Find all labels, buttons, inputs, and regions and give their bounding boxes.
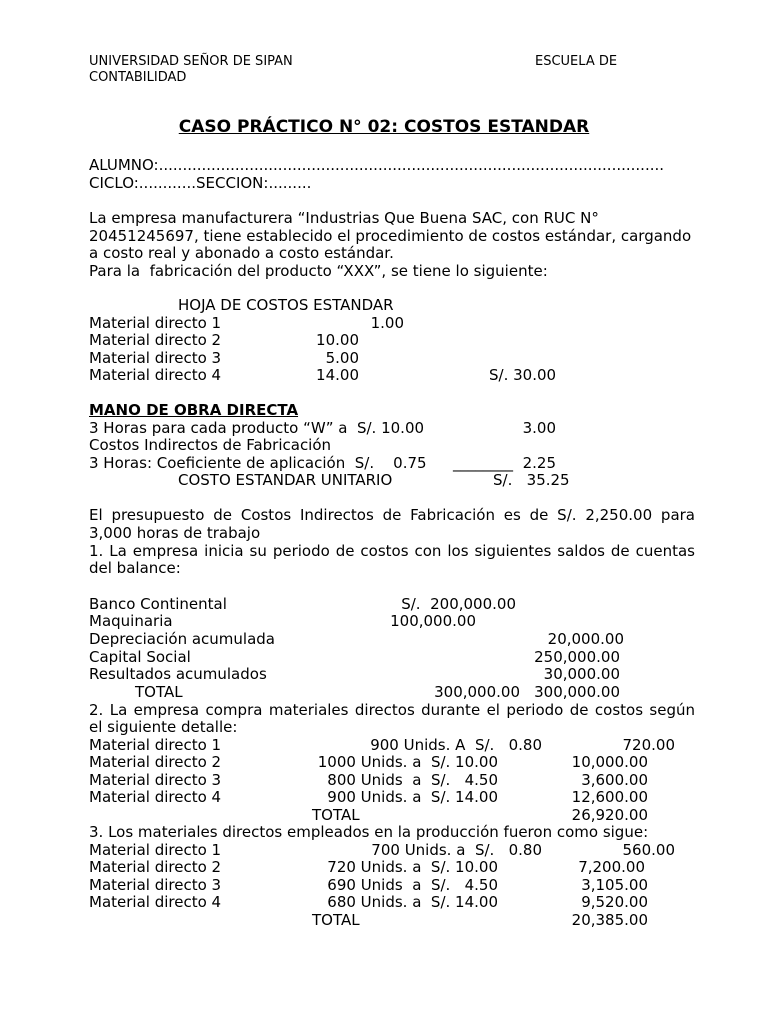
cif-rule: ________ (453, 454, 513, 472)
balance-row-credit: 30,000.00 (543, 665, 620, 683)
cif-line-value: 2.25 (522, 454, 556, 472)
university-name: UNIVERSIDAD SEÑOR DE SIPAN (89, 54, 293, 69)
section2-line-2: el siguiente detalle: (89, 718, 238, 736)
mod-line-value: 3.00 (522, 419, 556, 437)
material-row-label: Material directo 1 (89, 314, 222, 332)
purchase-row-amount: 720.00 (622, 736, 675, 754)
material-total: S/. 30.00 (489, 366, 557, 384)
unit-cost-value: S/. 35.25 (493, 471, 570, 489)
presupuesto-line-2: 3,000 horas de trabajo (89, 524, 261, 542)
purchase-row-amount: 10,000.00 (571, 753, 648, 771)
intro-line-4: Para la fabricación del producto “XXX”, se tiene lo siguiente: (89, 262, 548, 280)
balance-row-label: Capital Social (89, 648, 191, 666)
alumno-field: ALUMNO:.......................................................................................................... (89, 156, 665, 174)
purchase-row-qty: 800 Unids a S/. 4.50 (327, 771, 498, 789)
material-row-label: Material directo 3 (89, 349, 222, 367)
usage-row-amount: 9,520.00 (581, 893, 648, 911)
usage-row-qty: 690 Unids a S/. 4.50 (327, 876, 498, 894)
material-row-label: Material directo 2 (89, 331, 222, 349)
purchase-row-label: Material directo 4 (89, 788, 222, 806)
usage-row-label: Material directo 1 (89, 841, 222, 859)
usage-row-label: Material directo 3 (89, 876, 222, 894)
material-row-value: 1.00 (370, 314, 404, 332)
balance-row-label: Resultados acumulados (89, 665, 267, 683)
hoja-heading: HOJA DE COSTOS ESTANDAR (178, 296, 394, 314)
usage-row-amount: 560.00 (622, 841, 675, 859)
purchase-row-amount: 3,600.00 (581, 771, 648, 789)
section1-line-1: 1. La empresa inicia su periodo de costos con los siguientes saldos de cuentas (89, 542, 695, 560)
usage-row-qty: 680 Unids. a S/. 14.00 (327, 893, 498, 911)
usage-row-label: Material directo 2 (89, 858, 222, 876)
section3-line-1: 3. Los materiales directos empleados en la producción fueron como sigue: (89, 823, 649, 841)
usage-row-amount: 3,105.00 (581, 876, 648, 894)
balance-row-debit: 100,000.00 (390, 612, 476, 630)
cif-line-label: 3 Horas: Coeficiente de aplicación S/. 0.75 (89, 454, 427, 472)
purchase-total-value: 26,920.00 (571, 806, 648, 824)
section1-line-2: del balance: (89, 559, 181, 577)
purchase-row-label: Material directo 2 (89, 753, 222, 771)
usage-row-amount: 7,200.00 (578, 858, 645, 876)
balance-total-credit: 300,000.00 (534, 683, 620, 701)
usage-row-qty: 720 Unids. a S/. 10.00 (327, 858, 498, 876)
usage-row-label: Material directo 4 (89, 893, 222, 911)
purchase-row-qty: 1000 Unids. a S/. 10.00 (317, 753, 498, 771)
purchase-total-label: TOTAL (312, 806, 360, 824)
purchase-row-qty: 900 Unids. a S/. 14.00 (327, 788, 498, 806)
school-name-line1: ESCUELA DE (535, 54, 618, 69)
unit-cost-label: COSTO ESTANDAR UNITARIO (178, 471, 393, 489)
document-title: CASO PRÁCTICO N° 02: COSTOS ESTANDAR (178, 117, 590, 137)
school-name-line2: CONTABILIDAD (89, 70, 187, 85)
ciclo-seccion-field: CICLO:............SECCION:......... (89, 174, 312, 192)
balance-row-label: Maquinaria (89, 612, 173, 630)
section2-line-1: 2. La empresa compra materiales directos durante el periodo de costos según (89, 701, 695, 719)
balance-row-label: Depreciación acumulada (89, 630, 275, 648)
balance-total-debit: 300,000.00 (434, 683, 520, 701)
cif-heading: Costos Indirectos de Fabricación (89, 436, 332, 454)
purchase-row-qty: 900 Unids. A S/. 0.80 (370, 736, 542, 754)
balance-total-label: TOTAL (135, 683, 183, 701)
intro-line-3: a costo real y abonado a costo estándar. (89, 244, 394, 262)
material-row-value: 5.00 (325, 349, 359, 367)
intro-line-1: La empresa manufacturera “Industrias Que Buena SAC, con RUC N° (89, 209, 599, 227)
intro-line-2: 20451245697, tiene establecido el procedimiento de costos estándar, cargando (89, 227, 692, 245)
balance-row-debit: S/. 200,000.00 (401, 595, 516, 613)
balance-row-credit: 250,000.00 (534, 648, 620, 666)
purchase-row-amount: 12,600.00 (571, 788, 648, 806)
material-row-value: 10.00 (316, 331, 359, 349)
mod-heading: MANO DE OBRA DIRECTA (89, 401, 299, 419)
usage-total-value: 20,385.00 (571, 911, 648, 929)
material-row-label: Material directo 4 (89, 366, 222, 384)
purchase-row-label: Material directo 3 (89, 771, 222, 789)
usage-total-label: TOTAL (312, 911, 360, 929)
purchase-row-label: Material directo 1 (89, 736, 222, 754)
usage-row-qty: 700 Unids. a S/. 0.80 (371, 841, 542, 859)
balance-row-label: Banco Continental (89, 595, 227, 613)
presupuesto-line-1: El presupuesto de Costos Indirectos de Fabricación es de S/. 2,250.00 para (89, 506, 695, 524)
mod-line-label: 3 Horas para cada producto “W” a S/. 10.00 (89, 419, 425, 437)
material-row-value: 14.00 (316, 366, 359, 384)
balance-row-credit: 20,000.00 (547, 630, 624, 648)
